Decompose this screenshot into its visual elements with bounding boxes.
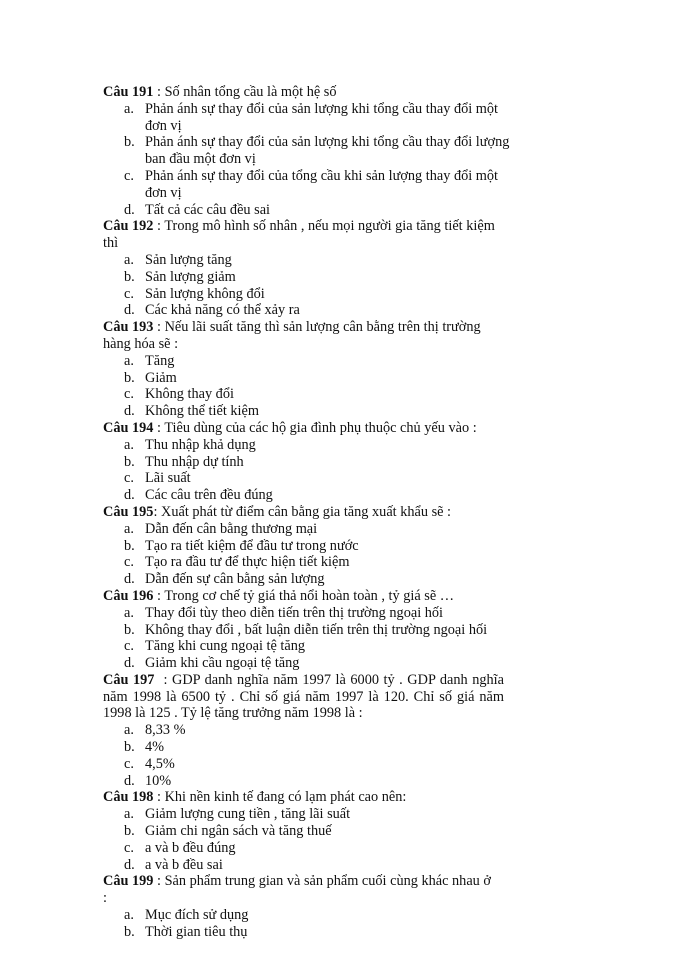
answer-option <box>103 437 597 454</box>
answer-option <box>103 454 597 471</box>
answer-option <box>103 370 597 387</box>
option-text: Các câu trên đều đúng <box>145 487 273 504</box>
option-letter: c. <box>124 386 134 403</box>
answer-option <box>103 168 597 202</box>
answer-option <box>103 554 597 571</box>
option-letter: b. <box>124 453 135 470</box>
answer-option <box>103 134 597 168</box>
option-letter: d. <box>124 571 135 588</box>
question-text: Nếu lãi suất tăng thì sản lượng cân bằng trên thị trường hàng hóa sẽ : <box>103 319 481 352</box>
question-stem <box>103 84 597 101</box>
option-letter: d. <box>124 302 135 319</box>
answer-option <box>103 521 597 538</box>
option-text: Dẫn đến cân bằng thương mại <box>145 520 318 537</box>
option-text: Giảm <box>145 369 177 386</box>
option-text: Thời gian tiêu thụ <box>145 923 248 940</box>
option-letter: a. <box>124 722 134 739</box>
question-separator: : <box>153 503 161 520</box>
answer-option <box>103 202 597 219</box>
option-letter: b. <box>124 923 135 940</box>
option-letter: a. <box>124 907 134 924</box>
answer-options <box>103 907 597 941</box>
option-text: Giảm lượng cung tiền , tăng lãi suất <box>145 806 351 823</box>
answer-options <box>103 437 597 504</box>
question-number: Câu 194 <box>103 419 154 436</box>
option-text: Phản ánh sự thay đổi của sản lượng khi tổng cầu thay đổi một đơn vị <box>145 100 499 134</box>
option-letter: d. <box>124 201 135 218</box>
option-letter: d. <box>124 403 135 420</box>
answer-option <box>103 101 597 135</box>
answer-option <box>103 470 597 487</box>
answer-options <box>103 806 597 873</box>
answer-option <box>103 269 597 286</box>
option-letter: b. <box>124 739 135 756</box>
option-letter: a. <box>124 806 134 823</box>
answer-option <box>103 487 597 504</box>
option-letter: d. <box>124 487 135 504</box>
question-number: Câu 193 <box>103 319 154 336</box>
option-letter: c. <box>124 554 134 571</box>
option-text: Không thể tiết kiệm <box>145 403 259 420</box>
option-text: Giảm khi cầu ngoại tệ tăng <box>145 655 300 672</box>
option-text: a và b đều sai <box>145 856 223 873</box>
option-text: Tăng <box>145 352 175 369</box>
question-block <box>103 420 597 504</box>
option-text: Giảm chi ngân sách và tăng thuế <box>145 823 332 840</box>
option-letter: a. <box>124 100 134 117</box>
answer-option <box>103 840 597 857</box>
answer-option <box>103 756 597 773</box>
option-text: Sản lượng không đổi <box>145 285 265 302</box>
option-text: 4% <box>145 739 165 756</box>
option-text: Các khả năng có thể xảy ra <box>145 302 300 319</box>
option-letter: d. <box>124 655 135 672</box>
option-letter: c. <box>124 470 134 487</box>
question-separator: : <box>153 319 165 336</box>
answer-options <box>103 605 597 672</box>
option-letter: a. <box>124 604 134 621</box>
question-number: Câu 197 <box>103 671 155 688</box>
option-text: Sản lượng giảm <box>145 268 236 285</box>
answer-option <box>103 286 597 303</box>
answer-option <box>103 823 597 840</box>
option-text: Thay đổi tùy theo diễn tiến trên thị trường ngoại hối <box>145 604 444 621</box>
question-separator: : <box>154 671 173 688</box>
answer-option <box>103 302 597 319</box>
option-letter: a. <box>124 251 134 268</box>
answer-option <box>103 353 597 370</box>
option-text: Phản ánh sự thay đổi của tổng cầu khi sản lượng thay đổi một đơn vị <box>145 167 499 201</box>
option-text: a và b đều đúng <box>145 839 236 856</box>
answer-option <box>103 655 597 672</box>
option-text: Không thay đổi <box>145 386 234 403</box>
question-number: Câu 196 <box>103 587 154 604</box>
question-separator: : <box>153 218 165 235</box>
answer-option <box>103 571 597 588</box>
option-letter: b. <box>124 537 135 554</box>
question-stem <box>103 873 597 907</box>
answer-option <box>103 857 597 874</box>
option-text: Sản lượng tăng <box>145 251 232 268</box>
option-letter: b. <box>124 369 135 386</box>
question-block <box>103 588 597 672</box>
option-letter: b. <box>124 621 135 638</box>
option-letter: c. <box>124 285 134 302</box>
question-text: GDP danh nghĩa năm 1997 là 6000 tỷ . GDP danh nghĩa năm 1998 là 6500 tỷ . Chỉ số giá năm 1997 là 120. Chỉ số giá năm 1998 là 125 . Tỷ lệ tăng trưởng năm 1998 là : <box>103 671 504 722</box>
option-letter: c. <box>124 839 134 856</box>
question-separator: : <box>153 419 165 436</box>
option-text: 4,5% <box>145 755 175 772</box>
answer-option <box>103 907 597 924</box>
question-block <box>103 218 597 319</box>
question-number: Câu 191 <box>103 84 154 100</box>
answer-option <box>103 773 597 790</box>
question-text: Trong cơ chế tỷ giá thả nổi hoàn toàn , tỷ giá sẽ … <box>164 587 455 604</box>
question-number: Câu 198 <box>103 789 154 806</box>
option-text: Thu nhập khả dụng <box>145 436 256 453</box>
answer-option <box>103 605 597 622</box>
question-separator: : <box>153 587 165 604</box>
answer-options <box>103 353 597 420</box>
option-text: Tạo ra đầu tư để thực hiện tiết kiệm <box>145 554 350 571</box>
answer-option <box>103 722 597 739</box>
option-letter: d. <box>124 772 135 789</box>
answer-options <box>103 521 597 588</box>
answer-options <box>103 252 597 319</box>
answer-option <box>103 622 597 639</box>
question-text: Số nhân tổng cầu là một hệ số <box>164 84 337 100</box>
question-block <box>103 672 597 790</box>
question-stem <box>103 588 597 605</box>
question-text: Sản phẩm trung gian và sản phẩm cuối cùng khác nhau ở : <box>103 873 491 907</box>
question-number: Câu 195 <box>103 503 154 520</box>
answer-option <box>103 638 597 655</box>
option-letter: c. <box>124 638 134 655</box>
option-text: Dẫn đến sự cân bằng sản lượng <box>145 571 325 588</box>
option-letter: a. <box>124 520 134 537</box>
question-block <box>103 789 597 873</box>
question-text: Khi nền kinh tế đang có lạm phát cao nên: <box>164 789 407 806</box>
question-block <box>103 84 597 218</box>
question-text: Xuất phát từ điểm cân bằng gia tăng xuất khẩu sẽ : <box>161 503 452 520</box>
question-block <box>103 873 597 940</box>
answer-option <box>103 806 597 823</box>
option-letter: c. <box>124 755 134 772</box>
option-letter: b. <box>124 823 135 840</box>
answer-option <box>103 252 597 269</box>
question-number: Câu 199 <box>103 873 154 890</box>
answer-option <box>103 924 597 941</box>
question-text: Tiêu dùng của các hộ gia đình phụ thuộc chủ yếu vào : <box>164 419 477 436</box>
option-text: Không thay đổi , bất luận diễn tiến trên thị trường ngoại hối <box>145 621 488 638</box>
answer-options <box>103 101 597 219</box>
option-text: 10% <box>145 772 172 789</box>
question-stem <box>103 789 597 806</box>
question-text: Trong mô hình số nhân , nếu mọi người gia tăng tiết kiệm thì <box>103 218 495 252</box>
answer-option <box>103 739 597 756</box>
option-text: Lãi suất <box>145 470 191 487</box>
option-letter: a. <box>124 352 134 369</box>
option-text: Tạo ra tiết kiệm để đầu tư trong nước <box>145 537 359 554</box>
question-stem <box>103 420 597 437</box>
answer-options <box>103 722 597 789</box>
option-text: Mục đích sử dụng <box>145 907 249 924</box>
question-separator: : <box>153 789 165 806</box>
question-stem <box>103 504 597 521</box>
option-text: Phản ánh sự thay đổi của sản lượng khi tổng cầu thay đổi lượng ban đầu một đơn vị <box>145 134 510 168</box>
option-letter: c. <box>124 167 134 184</box>
answer-option <box>103 386 597 403</box>
question-separator: : <box>153 873 165 890</box>
question-block <box>103 504 597 588</box>
question-separator: : <box>153 84 165 100</box>
answer-option <box>103 538 597 555</box>
option-text: 8,33 % <box>145 722 186 739</box>
question-stem <box>103 218 597 252</box>
option-letter: a. <box>124 436 134 453</box>
question-number: Câu 192 <box>103 218 154 235</box>
option-text: Thu nhập dự tính <box>145 453 244 470</box>
option-letter: b. <box>124 134 135 151</box>
option-text: Tăng khi cung ngoại tệ tăng <box>145 638 306 655</box>
question-block <box>103 319 597 420</box>
answer-option <box>103 403 597 420</box>
question-stem <box>103 319 597 353</box>
option-text: Tất cả các câu đều sai <box>145 201 271 218</box>
option-letter: d. <box>124 856 135 873</box>
option-letter: b. <box>124 268 135 285</box>
question-stem <box>103 672 597 722</box>
